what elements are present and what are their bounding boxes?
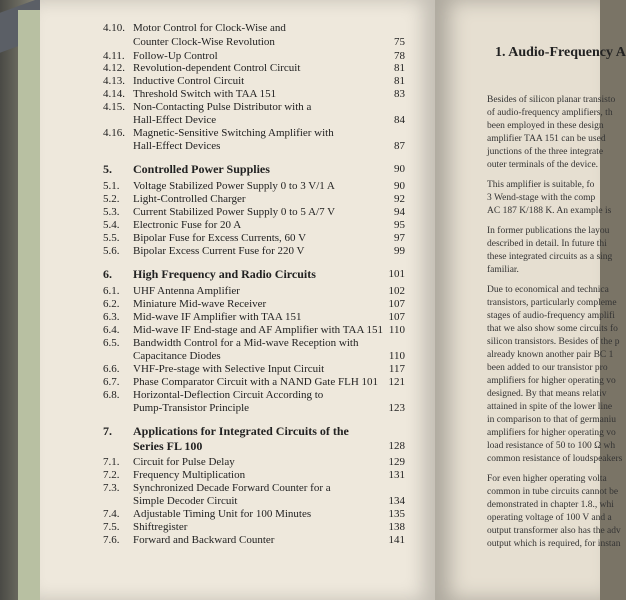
toc-title: Bandwidth Control for a Mid-wave Reception with — [133, 337, 359, 349]
toc-title: Bipolar Fuse for Excess Currents, 60 V — [133, 232, 307, 244]
body-text-line: demonstrated in chapter 1.8., whi — [487, 500, 614, 510]
toc-page-number: 107 — [388, 298, 405, 310]
body-text-line: output which is required, for instan — [487, 539, 621, 549]
toc-title: Pump-Transistor Principle — [133, 402, 250, 414]
toc-page-number: 92 — [394, 193, 405, 205]
toc-number: 4.15. — [103, 101, 125, 113]
body-text-line: been added to our transistor pro — [487, 363, 608, 373]
table-of-contents — [40, 0, 435, 600]
body-text-line: familiar. — [487, 265, 519, 275]
body-text-line: load resistance of 50 to 100 Ω wh — [487, 441, 616, 451]
toc-page-number: 78 — [394, 50, 405, 62]
toc-number: 5.3. — [103, 206, 120, 218]
toc-title: Counter Clock-Wise Revolution — [133, 36, 275, 48]
toc-title: Synchronized Decade Forward Counter for a — [133, 482, 331, 494]
toc-page-number: 117 — [388, 363, 405, 375]
body-text-line: In former publications the layou — [487, 226, 610, 236]
toc-title: Simple Decoder Circuit — [133, 495, 238, 507]
toc-page-number: 94 — [394, 206, 405, 218]
toc-number: 4.11. — [103, 50, 125, 62]
body-text-line: operating voltage of 100 V and a — [487, 513, 612, 523]
toc-number: 6.8. — [103, 389, 120, 401]
toc-page-number: 141 — [388, 534, 405, 546]
body-text-line: attained in spite of the lower line — [487, 402, 613, 412]
toc-title: Light-Controlled Charger — [133, 193, 246, 205]
toc-page-number: 138 — [388, 521, 405, 533]
toc-page-number: 110 — [388, 350, 405, 362]
toc-number: 7. — [103, 424, 112, 438]
toc-page-number: 90 — [394, 163, 405, 175]
toc-title: Mid-wave IF End-stage and AF Amplifier with TAA 151 — [133, 324, 384, 336]
body-text-line: 3 Wend-stage with the comp — [487, 193, 596, 203]
toc-page-number: 75 — [394, 36, 405, 48]
body-text-line: common in tube circuits cannot be — [487, 487, 619, 497]
toc-number: 5.4. — [103, 219, 120, 231]
toc-number: 7.6. — [103, 534, 120, 546]
toc-title: Miniature Mid-wave Receiver — [133, 298, 267, 310]
toc-page-number: 134 — [388, 495, 405, 507]
toc-page-number: 102 — [388, 285, 405, 297]
body-text-line: already known another pair BC 1 — [487, 350, 614, 360]
toc-page-number: 128 — [388, 440, 405, 452]
toc-number: 7.2. — [103, 469, 120, 481]
toc-page-number: 81 — [394, 62, 405, 74]
toc-number: 4.13. — [103, 75, 125, 87]
toc-number: 7.1. — [103, 456, 120, 468]
toc-title: Electronic Fuse for 20 A — [133, 219, 242, 231]
toc-number: 7.4. — [103, 508, 120, 520]
body-text-line: amplifier TAA 151 can be used — [487, 134, 606, 144]
toc-page-number: 90 — [394, 180, 405, 192]
body-text-line: in comparison to that of germaniu — [487, 415, 617, 425]
toc-number: 6.5. — [103, 337, 120, 349]
toc-title: Forward and Backward Counter — [133, 534, 275, 546]
toc-title: Adjustable Timing Unit for 100 Minutes — [133, 508, 312, 520]
toc-number: 4.16. — [103, 127, 125, 139]
body-text-line: Due to economical and technica — [487, 285, 609, 295]
body-text-line: transistors, particularly compleme — [487, 298, 617, 308]
toc-title: Shiftregister — [133, 521, 188, 533]
body-text-line: This amplifier is suitable, fo — [487, 180, 595, 190]
toc-page-number: 101 — [388, 268, 405, 280]
toc-page-number: 99 — [394, 245, 405, 257]
toc-title: Inductive Control Circuit — [133, 75, 245, 87]
toc-page-number: 131 — [388, 469, 405, 481]
toc-number: 5.1. — [103, 180, 120, 192]
chapter-heading: 1. Audio-Frequency A — [495, 45, 626, 60]
toc-number: 6.6. — [103, 363, 120, 375]
body-text-line: designed. By that means relativ — [487, 389, 607, 399]
toc-number: 5.6. — [103, 245, 120, 257]
toc-number: 7.5. — [103, 521, 120, 533]
toc-number: 5.2. — [103, 193, 120, 205]
toc-number: 6.2. — [103, 298, 120, 310]
toc-page-number: 121 — [388, 376, 405, 388]
body-text-line: output transformer also has the adv — [487, 526, 621, 536]
toc-page-number: 95 — [394, 219, 405, 231]
body-text-line: outer terminals of the device. — [487, 160, 599, 170]
body-text-line: that we also show some circuits fo — [487, 324, 618, 334]
toc-title: Applications for Integrated Circuits of the — [133, 424, 349, 438]
toc-title: High Frequency and Radio Circuits — [133, 267, 316, 281]
body-text-line: stages of audio-frequency amplifi — [487, 311, 615, 321]
body-text-line: these integrated circuits as a sing — [487, 252, 613, 262]
toc-title: Motor Control for Clock-Wise and — [133, 22, 286, 34]
toc-title: Revolution-dependent Control Circuit — [133, 62, 301, 74]
toc-number: 6. — [103, 267, 112, 281]
toc-number: 7.3. — [103, 482, 120, 494]
toc-page-number: 83 — [394, 88, 405, 100]
toc-number: 4.10. — [103, 22, 125, 34]
toc-title: UHF Antenna Amplifier — [133, 285, 240, 297]
toc-number: 4.12. — [103, 62, 125, 74]
toc-title: Horizontal-Deflection Circuit According to — [133, 389, 324, 401]
body-text-line: For even higher operating volta — [487, 474, 607, 484]
body-text-line: AC 187 K/188 K. An example is — [487, 206, 612, 216]
toc-number: 6.1. — [103, 285, 120, 297]
toc-page-number: 81 — [394, 75, 405, 87]
toc-page-number: 107 — [388, 311, 405, 323]
toc-number: 6.7. — [103, 376, 120, 388]
toc-number: 5.5. — [103, 232, 120, 244]
toc-title: Bipolar Excess Current Fuse for 220 V — [133, 245, 305, 257]
body-text-line: amplifiers for higher operating vo — [487, 428, 616, 438]
toc-page-number: 84 — [394, 114, 405, 126]
toc-title: Threshold Switch with TAA 151 — [133, 88, 277, 100]
toc-title: Hall-Effect Devices — [133, 140, 221, 152]
toc-title: Hall-Effect Device — [133, 114, 217, 126]
toc-title: Voltage Stabilized Power Supply 0 to 3 V/1 A — [133, 180, 335, 192]
left-page — [40, 0, 435, 600]
body-text-line: been employed in these design — [487, 121, 604, 131]
body-text-line: common resistance of loudspeakers — [487, 454, 623, 464]
toc-page-number: 87 — [394, 140, 405, 152]
toc-title: Current Stabilized Power Supply 0 to 5 A/7 V — [133, 206, 336, 218]
body-text-line: silicon transistors. Besides of the p — [487, 337, 620, 347]
body-text-line: amplifiers for higher operating vo — [487, 376, 616, 386]
toc-title: Frequency Multiplication — [133, 469, 246, 481]
toc-title: Circuit for Pulse Delay — [133, 456, 235, 468]
toc-title: Magnetic-Sensitive Switching Amplifier with — [133, 127, 334, 139]
toc-title: Controlled Power Supplies — [133, 162, 270, 176]
toc-page-number: 135 — [388, 508, 405, 520]
toc-number: 5. — [103, 162, 112, 176]
toc-title: Phase Comparator Circuit with a NAND Gate FLH 101 — [133, 376, 379, 388]
toc-title: Capacitance Diodes — [133, 350, 221, 362]
toc-number: 6.4. — [103, 324, 120, 336]
right-page — [435, 0, 626, 600]
toc-page-number: 129 — [388, 456, 405, 468]
body-text-line: of audio-frequency amplifiers, th — [487, 108, 613, 118]
toc-title: Mid-wave IF Amplifier with TAA 151 — [133, 311, 302, 323]
toc-title: Follow-Up Control — [133, 50, 218, 62]
body-text-line: junctions of the three integrate — [487, 147, 604, 157]
toc-page-number: 123 — [388, 402, 405, 414]
toc-number: 6.3. — [103, 311, 120, 323]
toc-page-number: 110 — [388, 324, 405, 336]
toc-title: VHF-Pre-stage with Selective Input Circuit — [133, 363, 325, 375]
toc-title: Series FL 100 — [133, 439, 203, 453]
toc-page-number: 97 — [394, 232, 405, 244]
toc-number: 4.14. — [103, 88, 125, 100]
body-text-line: Besides of silicon planar transisto — [487, 95, 616, 105]
toc-title: Non-Contacting Pulse Distributor with a — [133, 101, 312, 113]
body-text-line: described in detail. In future thi — [487, 239, 607, 249]
